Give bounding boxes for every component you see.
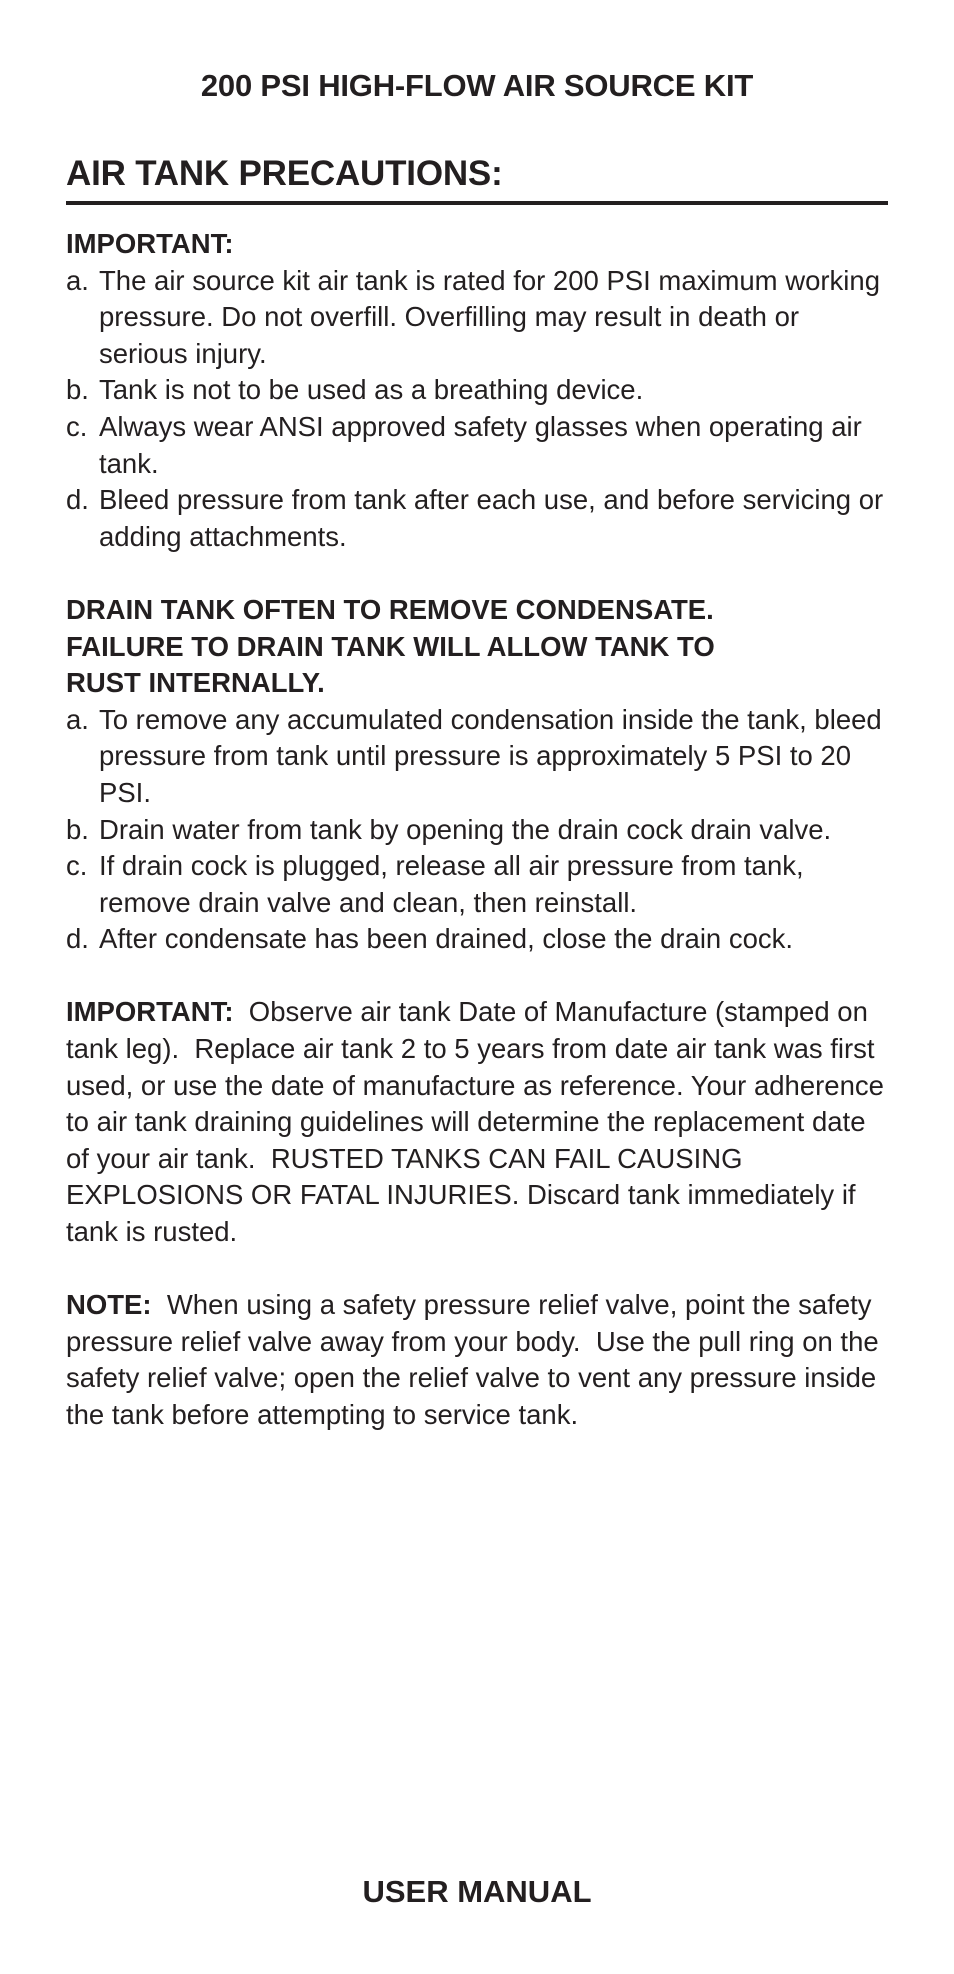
spacer — [66, 958, 888, 995]
list-item — [66, 921, 888, 958]
list-item-text: Tank is not to be used as a breathing device. — [99, 374, 644, 406]
heading-divider — [66, 201, 888, 205]
list-marker: a. — [66, 703, 89, 735]
list-item-text: After condensate has been drained, close the drain cock. — [99, 923, 794, 955]
important-paragraph-text: Observe air tank Date of Manufacture (stamped on tank leg). Replace air tank 2 to 5 years from date air tank was first used, or use the date of manufacture as reference. Your adherence to air tank draining guidelines will determine the replacement date of your air tank. RUSTED TANKS CAN FAIL CAUSING EXPLOSIONS OR FATAL INJURIES. Discard tank immediately if tank is rusted. — [66, 996, 892, 1248]
list-item — [66, 848, 888, 921]
drain-heading-line: FAILURE TO DRAIN TANK WILL ALLOW TANK TO — [66, 630, 715, 662]
list-item-text: Bleed pressure from tank after each use, and before servicing or adding attachments. — [99, 484, 884, 552]
important-lead: IMPORTANT: — [66, 996, 234, 1028]
list-item-text: Drain water from tank by opening the drain cock drain valve. — [99, 813, 832, 845]
note-lead: NOTE: — [66, 1289, 152, 1321]
list-item — [66, 409, 888, 482]
list-marker: b. — [66, 374, 89, 406]
list-item-text: To remove any accumulated condensation inside the tank, bleed pressure from tank until pressure is approximately 5 PSI to 20 PSI. — [99, 703, 882, 808]
list-item-text: If drain cock is plugged, release all air pressure from tank, remove drain valve and clean, then reinstall. — [99, 850, 804, 918]
list-item-text: The air source kit air tank is rated for 200 PSI maximum working pressure. Do not overfill. Overfilling may result in death or serious injury. — [99, 264, 880, 369]
list-marker: d. — [66, 923, 89, 955]
drain-list — [66, 702, 888, 958]
spacer — [66, 1251, 888, 1288]
list-marker: d. — [66, 484, 89, 516]
section-heading: AIR TANK PRECAUTIONS: — [66, 154, 503, 193]
list-item — [66, 372, 888, 409]
list-marker: b. — [66, 813, 89, 845]
content-body — [66, 226, 892, 1434]
drain-heading-line: DRAIN TANK OFTEN TO REMOVE CONDENSATE. — [66, 593, 714, 625]
list-item — [66, 812, 888, 849]
important-list — [66, 263, 888, 556]
footer-label: USER MANUAL — [362, 1874, 592, 1909]
note-paragraph — [66, 1287, 888, 1433]
list-item-text: Always wear ANSI approved safety glasses when operating air tank. — [99, 410, 862, 479]
important-label: IMPORTANT: — [66, 228, 234, 259]
list-marker: c. — [66, 410, 88, 442]
list-marker: c. — [66, 850, 88, 882]
list-item — [66, 702, 888, 812]
spacer — [66, 555, 888, 592]
list-item — [66, 263, 888, 373]
list-item — [66, 482, 888, 555]
important-paragraph — [66, 994, 892, 1250]
manual-page — [66, 0, 892, 1974]
list-marker: a. — [66, 264, 89, 296]
drain-heading-line: RUST INTERNALLY. — [66, 667, 325, 699]
document-title: 200 PSI HIGH-FLOW AIR SOURCE KIT — [200, 68, 754, 103]
note-paragraph-text: When using a safety pressure relief valve, point the safety pressure relief valve away from your body. Use the pull ring on the safety relief valve; open the relief valve to vent any pressure inside the tank before attempting to service tank. — [66, 1289, 887, 1430]
